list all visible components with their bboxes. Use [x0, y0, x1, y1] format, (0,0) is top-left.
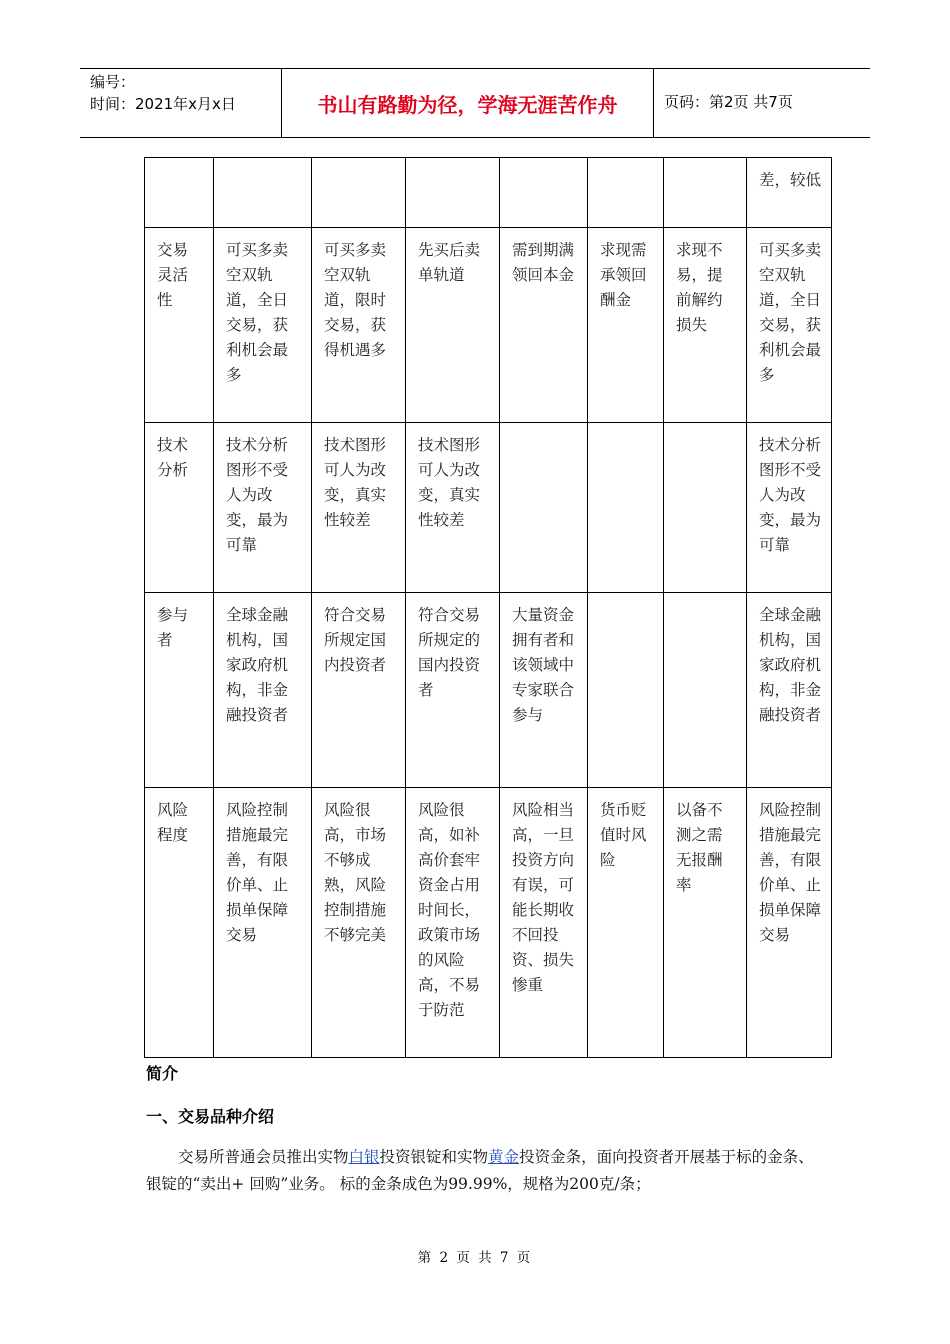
table-cell — [588, 423, 664, 593]
table-row — [145, 423, 832, 593]
table-cell: 全球金融机构，国家政府机构，非金融投资者 — [747, 593, 832, 788]
table-cell: 可买多卖空双轨道，全日交易，获利机会最多 — [747, 228, 832, 423]
table-cell: 货币贬值时风险 — [588, 788, 664, 1058]
table-cell — [664, 423, 747, 593]
table-cell: 求现需承领回酬金 — [588, 228, 664, 423]
row-header: 参与者 — [145, 593, 214, 788]
section-title-part1: 一、交易品种介绍 — [146, 1107, 275, 1126]
table-cell — [664, 158, 747, 228]
table-cell: 差，较低 — [747, 158, 832, 228]
silver-link[interactable]: 白银 — [348, 1148, 380, 1166]
table-cell — [500, 423, 588, 593]
page-info: 页码：第2页 共7页 — [664, 93, 793, 111]
table-cell: 技术图形可人为改变，真实性较差 — [312, 423, 406, 593]
table-row — [145, 593, 832, 788]
table-cell: 符合交易所规定的国内投资者 — [406, 593, 500, 788]
table-cell: 求现不易，提前解约损失 — [664, 228, 747, 423]
comparison-table — [144, 157, 832, 1058]
table-row — [145, 788, 832, 1058]
number-label: 编号： — [90, 73, 136, 91]
section-title-intro: 简介 — [146, 1064, 179, 1083]
body-paragraph — [146, 1144, 816, 1198]
table-cell: 技术图形可人为改变，真实性较差 — [406, 423, 500, 593]
table-cell: 风险控制措施最完善，有限价单、止损单保障交易 — [747, 788, 832, 1058]
header-motto: 书山有路勤为径，学海无涯苦作舟 — [317, 92, 618, 117]
table-cell: 先买后卖单轨道 — [406, 228, 500, 423]
paragraph-text: 投资银锭和实物 — [379, 1148, 489, 1166]
paragraph-text: 交易所普通会员推出实物 — [178, 1148, 349, 1166]
table-cell — [145, 158, 214, 228]
time-label: 时间：2021年x月x日 — [90, 95, 236, 113]
table-cell: 技术分析图形不受人为改变，最为可靠 — [214, 423, 312, 593]
table-cell: 符合交易所规定国内投资者 — [312, 593, 406, 788]
table-cell: 风险很高，如补高价套牢资金占用时间长，政策市场的风险高，不易于防范 — [406, 788, 500, 1058]
table-cell — [406, 158, 500, 228]
table-cell: 技术分析图形不受人为改变，最为可靠 — [747, 423, 832, 593]
table-cell — [588, 158, 664, 228]
table-cell: 全球金融机构，国家政府机构，非金融投资者 — [214, 593, 312, 788]
table-row — [145, 228, 832, 423]
table-cell — [312, 158, 406, 228]
table-cell: 风险很高，市场不够成熟，风险控制措施不够完美 — [312, 788, 406, 1058]
table-row — [145, 158, 832, 228]
table-cell: 可买多卖空双轨道，限时交易，获得机遇多 — [312, 228, 406, 423]
table-cell: 风险控制措施最完善，有限价单、止损单保障交易 — [214, 788, 312, 1058]
table-cell — [500, 158, 588, 228]
paragraph-text: 投资金条，面向投资者开展基于标的金条、银锭的“卖出+ 回购”业务。 标的金条成色为99.99%，规格为200克/条； — [146, 1148, 814, 1193]
table-cell — [214, 158, 312, 228]
table-cell — [588, 593, 664, 788]
gold-link[interactable]: 黄金 — [488, 1148, 520, 1166]
table-cell — [664, 593, 747, 788]
table-cell: 需到期满领回本金 — [500, 228, 588, 423]
row-header: 交易灵活性 — [145, 228, 214, 423]
header-meta — [90, 71, 280, 115]
table-cell: 风险相当高，一旦投资方向有误，可能长期收不回投资、损失惨重 — [500, 788, 588, 1058]
table-cell: 以备不测之需无报酬率 — [664, 788, 747, 1058]
row-header: 风险程度 — [145, 788, 214, 1058]
table-cell: 可买多卖空双轨道，全日交易，获利机会最多 — [214, 228, 312, 423]
row-header: 技术分析 — [145, 423, 214, 593]
table-cell: 大量资金拥有者和该领域中专家联合参与 — [500, 593, 588, 788]
page-footer: 第 2 页 共 7 页 — [417, 1250, 533, 1266]
page-header — [80, 68, 870, 138]
header-divider — [653, 69, 654, 137]
